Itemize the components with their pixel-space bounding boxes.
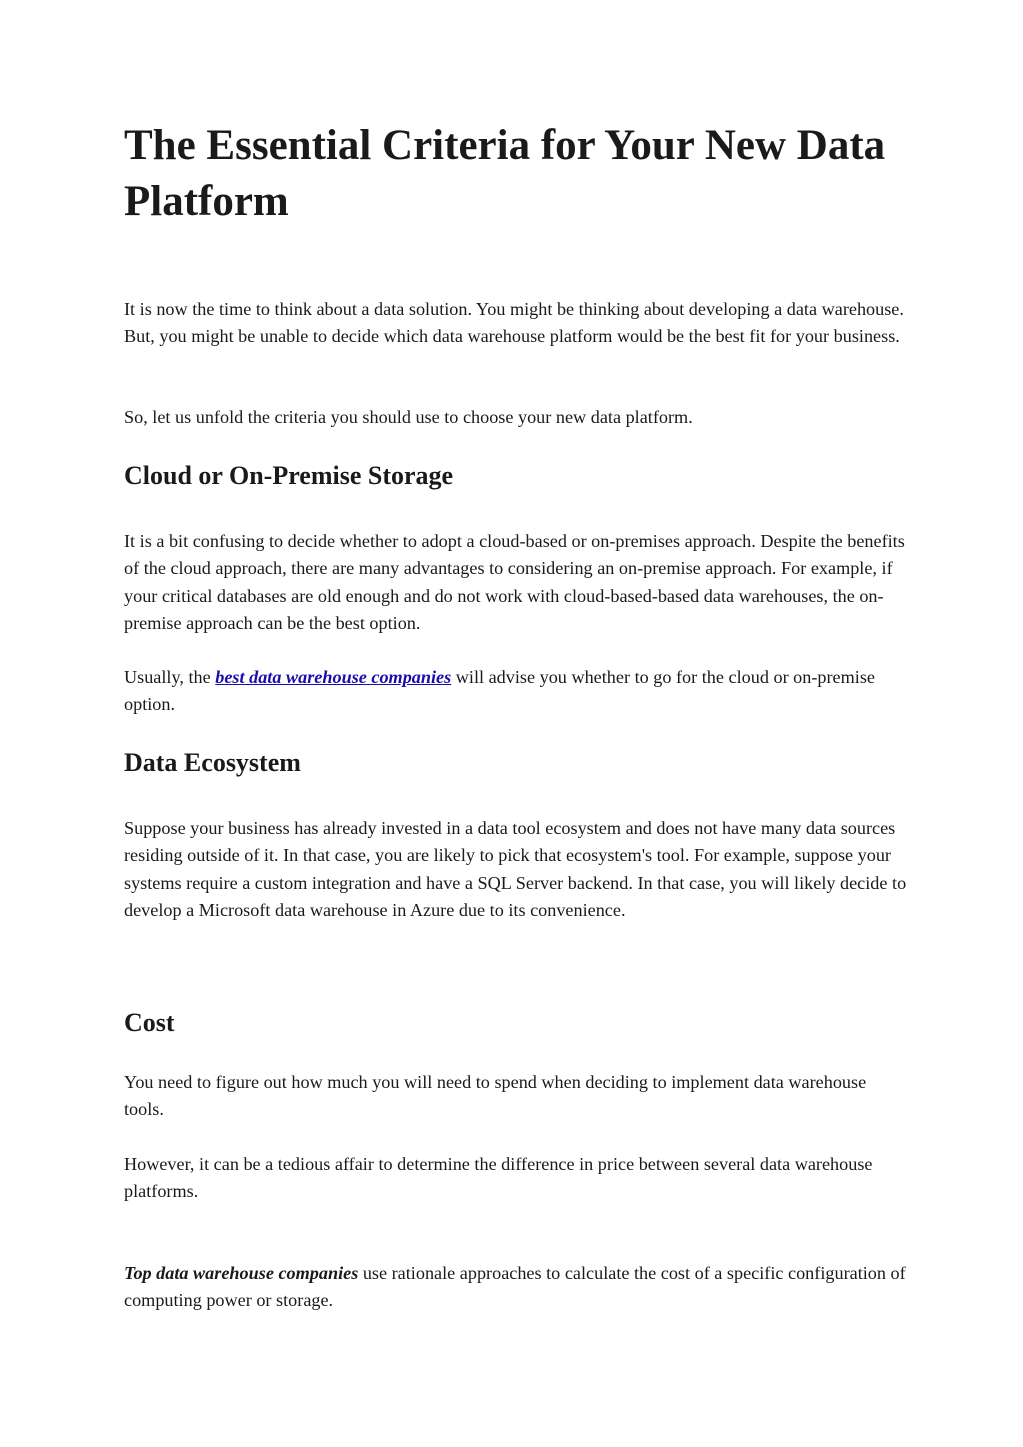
cost-paragraph-2: However, it can be a tedious affair to determine the difference in price between several data warehouse platforms.	[124, 1154, 873, 1202]
ecosystem-paragraph-1: Suppose your business has already invested in a data tool ecosystem and does not have many data sources residing outside of it. In that case, you are likely to pick that ecosystem's tool. For example, suppose your systems require a custom integration and have a SQL Server backend. In that case, you will likely decide to develop a Microsoft data warehouse in Azure due to its convenience.	[124, 818, 907, 920]
cloud-paragraph-2-lead: Usually, the	[124, 667, 216, 687]
section-heading-ecosystem: Data Ecosystem	[124, 748, 301, 777]
intro-paragraph-1: It is now the time to think about a data solution. You might be thinking about developing a data warehouse. But, you might be unable to decide which data warehouse platform would be the best fit for your business.	[124, 299, 904, 347]
section-heading-cloud: Cloud or On-Premise Storage	[124, 461, 454, 490]
cloud-paragraph-2	[124, 664, 909, 719]
cloud-paragraph-1: It is a bit confusing to decide whether to adopt a cloud-based or on-premises approach. Despite the benefits of the cloud approach, there are many advantages to considering an on-premise approach. For example, if your critical databases are old enough and do not work with cloud-based-based data warehouses, the on-premise approach can be the best option.	[124, 531, 905, 633]
cost-paragraph-1: You need to figure out how much you will need to spend when deciding to implement data warehouse tools.	[124, 1072, 867, 1120]
cloud-paragraph-2-tail: will advise you whether to go for the cloud or on-premise option.	[124, 667, 875, 715]
cost-paragraph-3-tail: use rationale approaches to calculate the cost of a specific configuration of computing power or storage.	[124, 1263, 906, 1311]
best-data-warehouse-companies-link[interactable]: best data warehouse companies	[215, 667, 452, 687]
intro-paragraph-2: So, let us unfold the criteria you should use to choose your new data platform.	[124, 407, 693, 427]
page-title: The Essential Criteria for Your New Data Platform	[124, 122, 886, 225]
section-heading-cost: Cost	[124, 1008, 175, 1037]
top-data-warehouse-companies-emphasis: Top data warehouse companies	[124, 1263, 359, 1283]
cost-paragraph-3	[124, 1260, 909, 1315]
